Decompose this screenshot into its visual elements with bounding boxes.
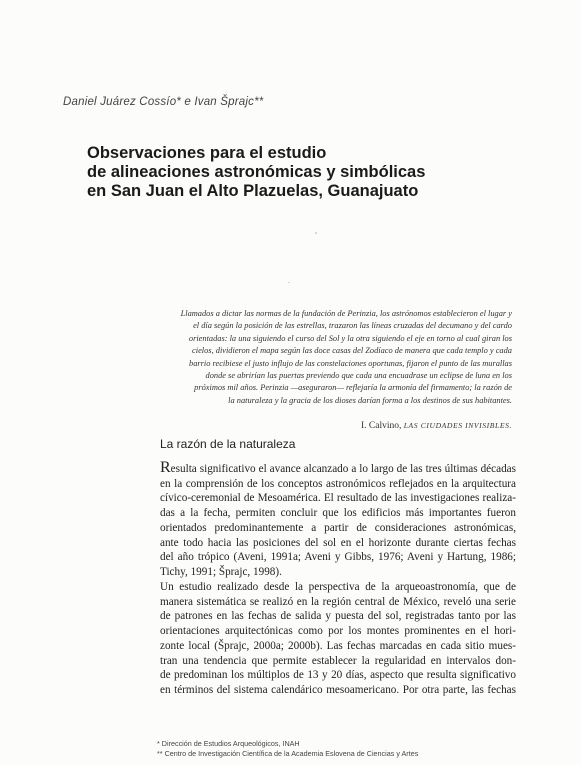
authors-line: Daniel Juárez Cossío* e Ivan Šprajc**: [63, 96, 264, 108]
paragraph-line: en la comprensión de los conceptos astronómicos reflejados en la arquitectura: [160, 477, 516, 490]
paragraph-line: tran una tendencia que permite establecer la regularidad en intervalos don-: [160, 654, 516, 667]
title-line: en San Juan el Alto Plazuelas, Guanajuato: [87, 182, 419, 200]
paragraph-line: de patrones en las fechas de salida y puesta del sol, registradas tanto por las: [160, 610, 516, 623]
paragraph-line: en términos del sistema calendárico mesoamericano. Por otra parte, las fechas: [160, 683, 516, 696]
epigraph-line: próximos mil años. Perinzia —aseguraron— reflejaría la armonía del firmamento; la razón de: [194, 383, 512, 393]
epigraph-line: donde se abrirían las puertas previendo que cada una encuadrase un eclipse de luna en los: [205, 371, 512, 381]
epigraph-work: LAS CIUDADES INVISIBLES.: [403, 421, 512, 430]
paragraph-line: das a la fecha, permiten concluir que los edificios más importantes fueron: [160, 507, 516, 520]
title-line: de alineaciones astronómicas y simbólicas: [87, 163, 426, 181]
paragraph-line: [160, 461, 516, 477]
paragraph-line-text: esulta significativo el avance alcanzado a lo largo de las tres últimas décadas: [170, 463, 516, 475]
scan-speck: [288, 282, 290, 283]
paragraph-line: del año trópico (Aveni, 1991a; Aveni y Gibbs, 1976; Aveni y Hartung, 1986;: [160, 551, 516, 564]
epigraph-attribution: [300, 421, 512, 431]
section-heading: La razón de la naturaleza: [160, 437, 296, 451]
body-paragraph: [160, 461, 516, 580]
paragraph-line: Tichy, 1991; Šprajc, 1998).: [160, 565, 282, 578]
article-title: [87, 144, 527, 201]
epigraph-line: la naturaleza y la gracia de los dioses darían forma a los destinos de sus habitantes.: [228, 395, 512, 405]
drop-cap: R: [160, 459, 171, 476]
paragraph-line: manera sistemática se realizó en la región central de México, reveló una serie: [160, 595, 516, 608]
epigraph-line: barrio recibiese el justo influjo de las constelaciones oportunas, fijaron el punto de las murallas: [189, 358, 512, 368]
paragraph-line: de predominan los múltiplos de 13 y 20 días, aspecto que resulta significativo: [160, 669, 516, 682]
footnote: * Dirección de Estudios Arqueológicos, INAH: [157, 739, 300, 748]
footnote: ** Centro de Investigación Científica de la Academia Eslovena de Ciencias y Artes: [157, 748, 419, 758]
epigraph-line: el día según la posición de las estrellas, trazaron las líneas cruzadas del decumano y del cardo: [193, 321, 512, 331]
scan-speck: [315, 232, 317, 234]
paragraph-line: ante todo hacia las posiciones del sol en el horizonte durante ciertas fechas: [160, 536, 516, 549]
epigraph: [152, 308, 512, 407]
paragraph-line: orientaciones arquitectónicas como por los montes prominentes en el hori-: [160, 625, 516, 638]
epigraph-line: Llamados a dictar las normas de la fundación de Perinzia, los astrónomos establecieron el lugar y: [180, 309, 512, 318]
body-paragraph: [160, 580, 516, 698]
paragraph-line: orientados predominantemente a partir de consideraciones astronómicas,: [160, 521, 516, 534]
paragraph-line: zonte local (Šprajc, 2000a; 2000b). Las fechas marcadas en cada sitio mues-: [160, 639, 516, 652]
title-line: Observaciones para el estudio: [87, 144, 327, 162]
epigraph-line: orientadas: la una siguiendo el curso del Sol y la otra siguiendo el eje en torno al cual giran los: [188, 333, 512, 343]
footnotes: [157, 739, 517, 758]
paragraph-line: cívico-ceremonial de Mesoamérica. El resultado de las investigaciones realiza-: [160, 492, 516, 505]
paragraph-line: Un estudio realizado desde la perspectiva de la arqueoastronomía, que de: [160, 581, 516, 593]
epigraph-author: I. Calvino,: [360, 421, 402, 431]
epigraph-line: cielos, dividieron el mapa según las doce casas del Zodíaco de manera que cada templo y cada: [192, 346, 512, 356]
